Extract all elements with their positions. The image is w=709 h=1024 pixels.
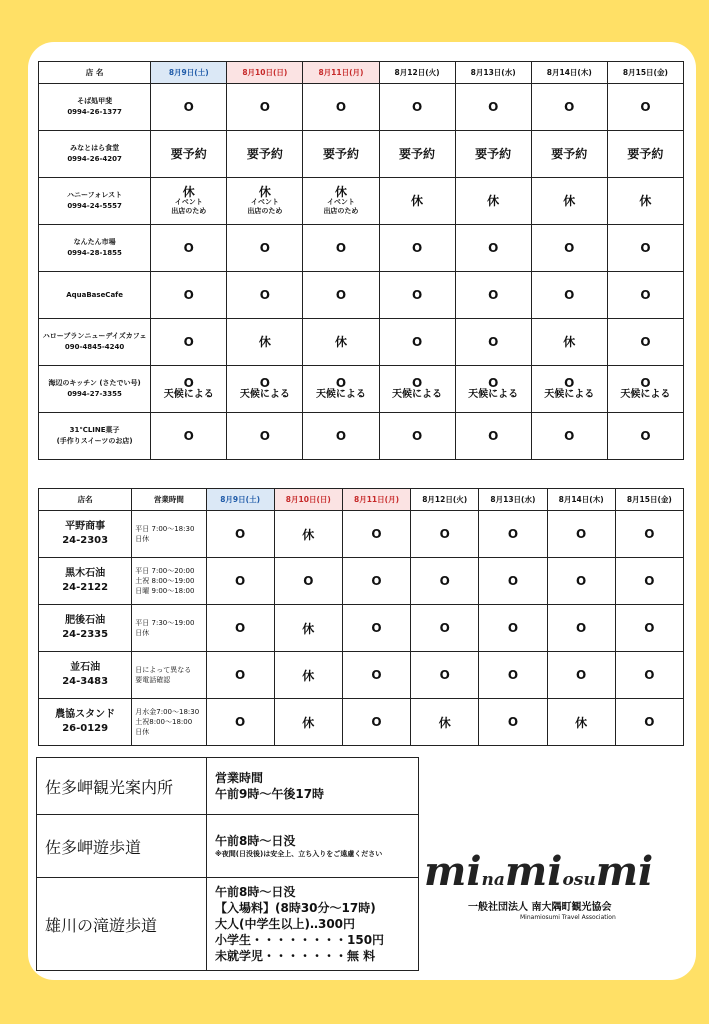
status-cell (607, 272, 683, 319)
status-cell: O (547, 652, 615, 699)
status-mark: O (411, 335, 423, 349)
status-cell (607, 84, 683, 131)
hours-line: 平日 7:30～19:00 (135, 619, 195, 627)
table-row (39, 558, 684, 605)
date-header: 8月14日(木) (547, 489, 615, 511)
status-mark: O (640, 335, 651, 349)
status-cell: 休 (547, 699, 615, 746)
status-cell (607, 178, 683, 225)
status-cell (531, 366, 607, 413)
logo-letters: mi (424, 848, 482, 895)
status-cell: 休 (274, 652, 342, 699)
info-line: 未就学児・・・・・・・無 料 (215, 949, 376, 963)
status-cell (227, 272, 303, 319)
table-row (39, 366, 684, 413)
facility-row (37, 758, 419, 815)
status-mark: O (564, 288, 575, 302)
status-mark: 要予約 (551, 147, 588, 161)
table-row (39, 413, 684, 460)
status-cell: O (206, 652, 274, 699)
status-cell (303, 178, 379, 225)
station-phone: 26-0129 (62, 723, 109, 734)
status-cell: O (615, 605, 683, 652)
status-mark: O (335, 100, 347, 114)
status-mark: O (564, 429, 575, 443)
date-header: 8月9日(土) (151, 62, 227, 84)
name-column-header: 店 名 (39, 62, 151, 84)
status-cell (151, 131, 227, 178)
facility-name: 雄川の滝遊歩道 (37, 878, 207, 971)
status-cell (227, 366, 303, 413)
status-cell (379, 366, 455, 413)
status-note: イベント (326, 198, 355, 206)
status-cell: O (206, 605, 274, 652)
status-cell (227, 131, 303, 178)
hours-cell (132, 511, 206, 558)
facility-row (37, 878, 419, 971)
status-cell: O (547, 605, 615, 652)
hours-line: 日休 (135, 535, 150, 543)
status-cell (227, 225, 303, 272)
status-note: 天候による (544, 389, 595, 400)
hours-line: 日休 (135, 728, 150, 736)
status-cell (379, 84, 455, 131)
status-mark: O (640, 288, 651, 302)
station-phone: 24-2303 (62, 535, 109, 546)
status-mark: O (640, 241, 651, 255)
shop-cell (39, 272, 151, 319)
status-cell: 休 (274, 605, 342, 652)
status-mark: O (183, 376, 194, 390)
station-name: 黒木石油 (65, 568, 106, 579)
date-header: 8月10日(日) (274, 489, 342, 511)
station-name: 並石油 (70, 662, 101, 673)
status-note: イベント (250, 198, 279, 206)
status-note: 天候による (392, 389, 443, 400)
shop-cell (39, 84, 151, 131)
logo-letters: mi (595, 848, 654, 895)
status-cell: O (411, 605, 479, 652)
status-mark: O (335, 429, 347, 443)
status-cell (455, 178, 531, 225)
shop-name: ハニーフォレスト (67, 191, 123, 199)
status-cell (379, 272, 455, 319)
status-mark: O (564, 376, 575, 390)
shop-phone: 0994-26-1377 (67, 108, 122, 116)
facility-info (207, 878, 419, 971)
status-cell: O (342, 699, 410, 746)
status-cell (531, 131, 607, 178)
hours-line: 要電話確認 (135, 676, 171, 684)
status-mark: O (411, 429, 423, 443)
status-note: 出店のため (171, 207, 207, 215)
status-note: 天候による (468, 389, 519, 400)
status-mark: O (259, 288, 270, 302)
status-cell: O (342, 558, 410, 605)
status-mark: 要予約 (399, 147, 436, 161)
status-mark: 要予約 (475, 147, 512, 161)
shop-name: 31℃LINE菓子 (69, 426, 120, 434)
status-cell (531, 319, 607, 366)
status-note: イベント (174, 198, 203, 206)
shop-phone: 0994-28-1855 (67, 249, 122, 257)
shop-cell (39, 413, 151, 460)
status-cell (303, 319, 379, 366)
info-line: 大人(中学生以上)‥300円 (215, 917, 356, 931)
status-mark: O (411, 288, 423, 302)
status-note: 出店のため (247, 207, 283, 215)
status-cell: O (342, 511, 410, 558)
hours-line: 土祝 8:00～19:00 (135, 577, 195, 585)
logo-org-name-en: Minamiosumi Travel Association (520, 914, 616, 921)
shop-name: みなとはら食堂 (70, 144, 120, 152)
status-cell (531, 84, 607, 131)
status-mark: O (488, 241, 499, 255)
status-cell (379, 319, 455, 366)
shop-name: そば処甲斐 (77, 97, 113, 105)
table-row (39, 511, 684, 558)
status-cell: O (411, 558, 479, 605)
info-line: 小学生・・・・・・・・150円 (215, 933, 385, 947)
hours-line: 日曜 9:00～18:00 (135, 587, 195, 595)
status-cell (151, 178, 227, 225)
facility-row (37, 815, 419, 878)
facility-name: 佐多岬遊歩道 (37, 815, 207, 878)
gas-station-schedule-header (39, 489, 684, 511)
status-mark: O (259, 376, 270, 390)
info-line: 午前9時～午後17時 (215, 787, 325, 801)
station-phone: 24-2335 (62, 629, 109, 640)
status-note: 天候による (239, 389, 290, 400)
date-header: 8月9日(土) (206, 489, 274, 511)
status-cell: O (411, 652, 479, 699)
logo-letters: mi (504, 848, 563, 895)
status-mark: O (335, 376, 347, 390)
logo-org-name: 一般社団法人 南大隅町観光協会 (468, 902, 612, 913)
hours-line: 土祝8:00～18:00 (135, 718, 193, 726)
table-row (39, 699, 684, 746)
status-note: 天候による (163, 389, 214, 400)
status-cell (607, 225, 683, 272)
status-cell (607, 319, 683, 366)
date-header: 8月13日(水) (455, 62, 531, 84)
shop-cell (39, 131, 151, 178)
facility-info (207, 815, 419, 878)
status-cell (151, 225, 227, 272)
status-mark: O (640, 100, 651, 114)
status-cell (303, 366, 379, 413)
status-mark: O (564, 241, 575, 255)
table-row (39, 131, 684, 178)
shop-name: ハローブランニューデイズカフェ (42, 332, 147, 340)
status-cell (531, 225, 607, 272)
hours-cell (132, 699, 206, 746)
station-cell (39, 652, 132, 699)
status-cell: 休 (274, 699, 342, 746)
status-mark: O (411, 376, 423, 390)
logo-letters: osu (562, 870, 596, 890)
info-line: 営業時間 (215, 771, 264, 785)
station-phone: 24-3483 (62, 676, 109, 687)
status-mark: O (335, 241, 347, 255)
status-cell: O (479, 558, 547, 605)
status-cell (607, 131, 683, 178)
status-cell (151, 366, 227, 413)
date-header: 8月11日(月) (303, 62, 379, 84)
status-cell: O (615, 511, 683, 558)
facility-info (207, 758, 419, 815)
facility-name: 佐多岬観光案内所 (37, 758, 207, 815)
station-cell (39, 605, 132, 652)
gas-station-schedule-table (38, 488, 684, 746)
hours-line: 日によって異なる (135, 666, 192, 674)
restaurant-schedule-table (38, 61, 684, 460)
shop-phone: 090-4845-4240 (64, 343, 125, 351)
status-cell: O (547, 558, 615, 605)
status-mark: O (411, 100, 423, 114)
status-mark: O (183, 100, 194, 114)
date-header: 8月15日(金) (607, 62, 683, 84)
facility-hours-table (36, 757, 419, 971)
status-mark: O (488, 335, 499, 349)
status-mark: O (488, 100, 499, 114)
table-row (39, 652, 684, 699)
status-mark: O (183, 241, 194, 255)
status-mark: O (183, 335, 194, 349)
restaurant-schedule-header (39, 62, 684, 84)
name-column-header: 店名 (39, 489, 132, 511)
status-cell (151, 84, 227, 131)
status-mark: O (640, 376, 651, 390)
status-cell (303, 131, 379, 178)
status-cell: O (342, 605, 410, 652)
hours-line: 平日 7:00～18:30 (135, 525, 195, 533)
status-cell (607, 366, 683, 413)
status-cell (303, 84, 379, 131)
status-cell (455, 225, 531, 272)
minamiosumi-logo (424, 848, 686, 928)
status-mark: O (488, 376, 499, 390)
status-cell (531, 272, 607, 319)
status-cell: O (479, 699, 547, 746)
table-row (39, 319, 684, 366)
status-mark: O (488, 288, 499, 302)
status-cell: O (206, 558, 274, 605)
status-cell (227, 413, 303, 460)
shop-cell (39, 178, 151, 225)
status-cell (303, 225, 379, 272)
station-cell (39, 558, 132, 605)
status-cell: O (411, 511, 479, 558)
table-row (39, 178, 684, 225)
station-name: 平野商事 (65, 521, 106, 532)
shop-phone: (手作りスイーツのお店) (56, 437, 133, 445)
status-cell (455, 413, 531, 460)
hours-cell (132, 605, 206, 652)
station-name: 肥後石油 (65, 615, 106, 626)
status-cell (151, 319, 227, 366)
status-cell (455, 319, 531, 366)
status-cell (379, 225, 455, 272)
status-cell: O (479, 605, 547, 652)
status-mark: O (488, 429, 499, 443)
status-cell: O (206, 511, 274, 558)
table-row (39, 225, 684, 272)
status-mark: O (259, 241, 270, 255)
station-cell (39, 699, 132, 746)
status-mark: 休 (563, 194, 576, 208)
shop-phone: 0994-26-4207 (67, 155, 122, 163)
status-mark: O (183, 429, 194, 443)
status-cell: 休 (274, 511, 342, 558)
status-cell: O (206, 699, 274, 746)
status-mark: 休 (639, 194, 652, 208)
status-mark: 休 (182, 185, 195, 199)
status-cell (607, 413, 683, 460)
shop-phone: 0994-24-5557 (67, 202, 122, 210)
status-cell (303, 272, 379, 319)
hours-cell (132, 558, 206, 605)
status-cell: O (615, 558, 683, 605)
status-cell (379, 413, 455, 460)
status-cell (151, 272, 227, 319)
date-header: 8月15日(金) (615, 489, 683, 511)
status-cell: O (479, 511, 547, 558)
shop-cell (39, 225, 151, 272)
status-mark: O (640, 429, 651, 443)
table-row (39, 84, 684, 131)
status-cell (531, 413, 607, 460)
status-note: 天候による (315, 389, 366, 400)
status-cell (379, 178, 455, 225)
info-note: ※夜間(日没後)は安全上、立ち入りをご遠慮ください (215, 850, 383, 858)
status-mark: O (564, 100, 575, 114)
status-cell (455, 366, 531, 413)
status-cell: 休 (411, 699, 479, 746)
hours-cell (132, 652, 206, 699)
status-mark: O (335, 288, 347, 302)
status-cell: O (615, 652, 683, 699)
status-mark: O (411, 241, 423, 255)
status-cell (379, 131, 455, 178)
status-mark: 休 (411, 194, 424, 208)
status-cell: O (615, 699, 683, 746)
date-header: 8月12日(火) (379, 62, 455, 84)
status-mark: O (259, 429, 270, 443)
station-cell (39, 511, 132, 558)
status-mark: O (183, 288, 194, 302)
shop-name: なんたん市場 (73, 238, 116, 246)
status-note: 出店のため (323, 207, 359, 215)
status-mark: 要予約 (627, 147, 664, 161)
status-cell (531, 178, 607, 225)
shop-cell (39, 319, 151, 366)
info-line: 【入場料】(8時30分～17時) (215, 901, 376, 915)
logo-wordmark (424, 848, 653, 895)
hours-line: 平日 7:00～20:00 (135, 567, 195, 575)
status-mark: 要予約 (246, 147, 283, 161)
date-header: 8月14日(木) (531, 62, 607, 84)
status-cell: O (342, 652, 410, 699)
status-cell (303, 413, 379, 460)
table-row (39, 605, 684, 652)
status-cell (455, 272, 531, 319)
info-line: 午前8時～日没 (215, 834, 296, 848)
table-row (39, 272, 684, 319)
status-cell: O (547, 511, 615, 558)
status-cell (227, 319, 303, 366)
date-header: 8月13日(水) (479, 489, 547, 511)
info-line: 午前8時～日没 (215, 885, 296, 899)
hours-column-header: 営業時間 (132, 489, 206, 511)
status-mark: 要予約 (170, 147, 207, 161)
status-mark: 休 (334, 185, 347, 199)
hours-line: 月水金7:00～18:30 (135, 708, 200, 716)
status-cell (227, 84, 303, 131)
status-cell (455, 131, 531, 178)
station-phone: 24-2122 (62, 582, 109, 593)
date-header: 8月10日(日) (227, 62, 303, 84)
status-cell: O (479, 652, 547, 699)
status-mark: 休 (487, 194, 500, 208)
logo-letters: na (481, 870, 505, 890)
status-mark: O (259, 100, 270, 114)
shop-cell (39, 366, 151, 413)
status-cell (227, 178, 303, 225)
status-cell (151, 413, 227, 460)
status-note: 天候による (620, 389, 671, 400)
shop-name: AquaBaseCafe (66, 290, 123, 299)
status-mark: 要予約 (322, 147, 359, 161)
status-mark: 休 (258, 335, 271, 349)
date-header: 8月11日(月) (342, 489, 410, 511)
date-header: 8月12日(火) (411, 489, 479, 511)
hours-line: 日休 (135, 629, 150, 637)
shop-phone: 0994-27-3355 (67, 390, 122, 398)
status-mark: 休 (334, 335, 347, 349)
shop-name: 海辺のキッチン (さたでい号) (48, 379, 141, 387)
status-cell: O (274, 558, 342, 605)
station-name: 農協スタンド (55, 709, 116, 720)
status-cell (455, 84, 531, 131)
status-mark: 休 (563, 335, 576, 349)
status-mark: 休 (258, 185, 271, 199)
